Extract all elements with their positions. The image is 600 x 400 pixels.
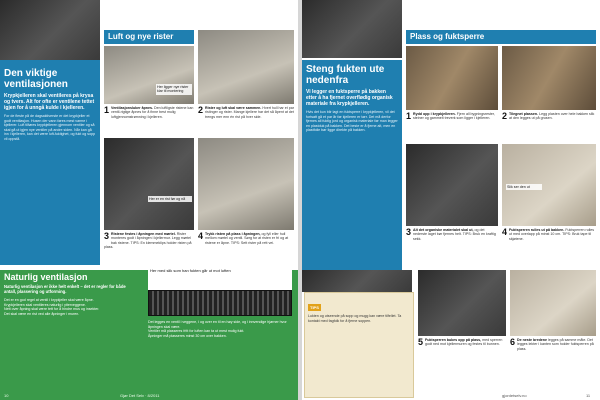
step-r3-text: og det nederste laget bør fjernes helt. TIPS: Bruk en kraftig sekk. bbox=[413, 228, 496, 241]
left-footer-page: 10 bbox=[4, 393, 9, 398]
cellar-hatch-photo bbox=[302, 0, 402, 58]
step-r4 bbox=[502, 228, 596, 268]
green-bullet: Krypkjelleren skal ventileres naturlig i ytterveggene. bbox=[4, 302, 86, 307]
step-1-heading: Ventilasjonsluker åpnes. bbox=[111, 106, 153, 110]
tip-text: Lukten og utseende på sopp og mugg kan være tilfellet. Ta kontakt med fagfolk for å fjerne soppen. bbox=[308, 314, 402, 323]
cellar-floor-photo-2 bbox=[502, 46, 596, 110]
green-bullet: Det skal være en rist ved alle åpninger i muren. bbox=[4, 311, 80, 316]
ventilation-sidebar bbox=[0, 0, 100, 265]
photo-caption-plastic: Slik ser den ut bbox=[506, 184, 542, 190]
step-r3 bbox=[406, 228, 498, 268]
new-vents-photo bbox=[104, 46, 194, 104]
step-r3-heading: Alt det organiske materialet skal ut, bbox=[413, 228, 474, 232]
man-in-cellar-photo bbox=[0, 0, 100, 60]
photo-caption-new-vents: Her ligger nye rister klar til montering bbox=[156, 84, 192, 95]
step-1-number: 1 bbox=[104, 106, 110, 115]
right-footer-page: 11 bbox=[586, 393, 591, 398]
cellar-floor-photo-1 bbox=[406, 46, 498, 110]
step-3-text: Rister monteres godt i åpningen i kjellermur. Legg mørtel bak ristene. TIPS: En klemmeklips holder risten på plass. bbox=[104, 232, 192, 250]
step-r6-number: 6 bbox=[510, 338, 516, 347]
step-r2-number: 2 bbox=[502, 112, 508, 121]
green-box-title: Naturlig ventilasjon bbox=[4, 272, 88, 282]
left-page bbox=[0, 0, 298, 400]
step-1 bbox=[104, 106, 194, 136]
step-r4-number: 4 bbox=[502, 228, 508, 237]
step-r2-text: Legg plasten over hele bakken slik at den legges ut på grusen. bbox=[509, 112, 595, 121]
step-1-text: Den luftligste ristene kan ventil-rigtige åpnes for å finne best mulig luftgjennomstrømning i kjelleren. bbox=[111, 106, 194, 119]
green-bullet: Det er en god regel at ventil i krypkjeller skal være åpne. bbox=[4, 298, 94, 302]
step-r3-number: 3 bbox=[406, 228, 412, 237]
right-intro: Vi legger en fuktsperre på bakken etter å ha fjernet overflødig organisk materiale fra krypkjelleren. bbox=[306, 89, 393, 107]
tip-badge: TIPS bbox=[310, 305, 319, 310]
step-3-heading: Ristene festes i åpningen med mørtel. bbox=[111, 232, 176, 236]
step-3-number: 3 bbox=[104, 232, 110, 241]
right-body: Hvis det kun blir lagt en fuktsperre i krypkjelleren, vil det fortsatt gå et par år før kjelleren er tørr. Det må derfor fjernes all fuktig jord og organisk materiale før man legger en plastduk på bakken. Det beste er å fjerne alt, men en plastfolie bør ligge direkte på bakken. bbox=[306, 110, 398, 133]
sidebar-intro: Krypkjelleren skal ventileres på krysa og tvers. Alt for ofte er ventilene tettet igjen for å unngå kulde i kjelleren. bbox=[4, 93, 95, 111]
step-3 bbox=[104, 232, 194, 268]
cellar-strip-photo bbox=[302, 270, 412, 292]
green-bullet: Åpninger må plasseres minst 30 cm over bakken. bbox=[148, 333, 227, 338]
green-box-subtitle: Naturlig ventilasjon er ikke helt enkelt – det er regler for både antall, plassering og utforming. bbox=[4, 284, 126, 294]
green-bullet: Nett over åpning skal være tett for å hindre mus og insekter. bbox=[4, 307, 100, 312]
section-title-vents: Luft og nye rister bbox=[104, 30, 194, 44]
mortar-vent-photo bbox=[198, 138, 294, 230]
left-footer-magazine: Gjør Det Selv · 8/2011 bbox=[120, 393, 160, 398]
right-page bbox=[302, 0, 600, 400]
right-footer-site: gjordetselv.no bbox=[502, 393, 527, 398]
step-r5-text: med sperren godt ned mot kjellermuren og festes til bunnen. bbox=[425, 338, 503, 347]
plastic-sheet-photo bbox=[418, 270, 506, 336]
step-r4-text: Fuktsperren rulles ut med overlapp på minst 10 cm. TIPS: Bruk tape til skjøtene. bbox=[509, 228, 595, 241]
step-r5-heading: Fuktsperren bukes opp på plass, bbox=[425, 338, 482, 342]
step-4-heading: Trykk risten på plass i åpningen, bbox=[205, 232, 261, 236]
section-title-plastic: Plass og fuktsperre bbox=[406, 30, 596, 44]
step-r1-text: Fjern all bygningsrester, steiner og gammelt treverk som ligger i kjelleren. bbox=[413, 112, 495, 121]
step-r6-text: legges på samme måte. Det legges lekter i kanten som holder fuktsperren på plass. bbox=[517, 338, 594, 351]
tip-box bbox=[304, 292, 414, 398]
natural-ventilation-box bbox=[0, 270, 298, 400]
vent-photo-label: Her med slik som han fukten går ut mot luften bbox=[148, 266, 292, 290]
step-r2-heading: Tilegnet plassen. bbox=[509, 112, 539, 116]
green-bullets-right bbox=[148, 320, 292, 338]
step-4-number: 4 bbox=[198, 232, 204, 241]
green-bullet: Det legges en ventil i veggene, i og over en til en høy side, og i innvendige hjørner hvor åpningen skal være. bbox=[148, 320, 287, 329]
hand-vent-photo bbox=[198, 30, 294, 104]
plastic-roll-photo bbox=[502, 144, 596, 226]
green-bullet: Ventiler må plasseres fritt for luften kan ta ut mest mulig fukt. bbox=[148, 329, 245, 334]
step-r5 bbox=[418, 338, 506, 388]
step-2-text: Hvert hull har et par ristinger og rister. Mange kjellere har det så åpent at det trengs mer enn én rist på hver side. bbox=[205, 106, 294, 119]
step-2-number: 2 bbox=[198, 106, 204, 115]
cellar-plastic-done-photo bbox=[510, 270, 596, 336]
step-r5-number: 5 bbox=[418, 338, 424, 347]
green-bullets-left bbox=[4, 298, 138, 316]
sidebar-title: Den viktige ventilasjonen bbox=[4, 68, 68, 90]
sidebar-body: For de fleste på de dagsaktiverste er det krypkjeller et godt ventilasjon. Husen der vann føres mest varme i kjellerer. Luft tilføres krypkjelleren gjennom ventiler og så skal gå ut igjen nye ventiler på andre siden. Når kan gå inn i kjelleren, kan det være luft-fuktighet, og fukt og sopp vil oppstå. bbox=[4, 114, 96, 141]
step-r1-heading: Rydd opp i krypkjelleren. bbox=[413, 112, 456, 116]
vent-in-wall-photo bbox=[104, 138, 194, 230]
step-r4-heading: Fuktsperren rulles ut på bakken. bbox=[509, 228, 565, 232]
step-r6-heading: De neste bredene bbox=[517, 338, 547, 342]
step-4 bbox=[198, 232, 294, 268]
step-r1 bbox=[406, 112, 498, 142]
right-title: Steng fukten ute nedenfra bbox=[306, 64, 385, 86]
photo-caption-vent: Her er en rist før og nå bbox=[148, 196, 192, 202]
vent-grille-image bbox=[148, 290, 292, 316]
step-r1-number: 1 bbox=[406, 112, 412, 121]
step-r2 bbox=[502, 112, 596, 142]
step-r6 bbox=[510, 338, 596, 388]
step-2 bbox=[198, 106, 294, 136]
step-2-heading: Rister og luft skal være sammen. bbox=[205, 106, 262, 110]
worker-shovel-photo bbox=[406, 144, 498, 226]
moisture-sidebar bbox=[302, 60, 402, 270]
step-4-text: og fyll eller hull mellom mørtel og ventil. Sørg for at risten er fri og at ristene er åpne. TIPS: Sett rister på rett vei. bbox=[205, 232, 289, 245]
